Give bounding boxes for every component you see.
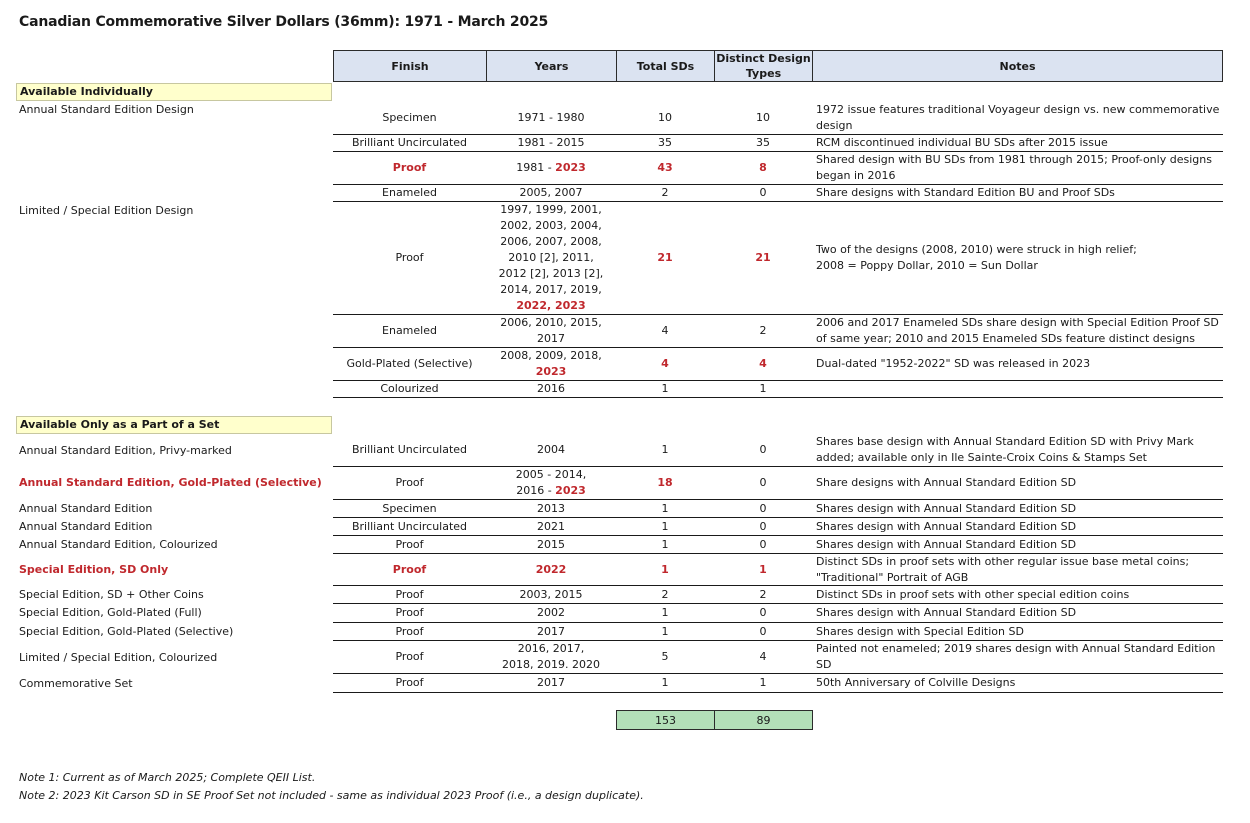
total-cell: 43 <box>657 161 673 174</box>
notes-cell: Two of the designs (2008, 2010) were struck in high relief; 2008 = Poppy Dollar, 2010 = Sun Dollar <box>816 243 1137 272</box>
notes-cell: Distinct SDs in proof sets with other special edition coins <box>816 587 1130 601</box>
finish-cell: Proof <box>395 676 424 689</box>
finish-cell: Proof <box>395 251 424 264</box>
distinct-cell: 0 <box>759 537 767 551</box>
category-label: Special Edition, Gold-Plated (Selective) <box>19 625 234 638</box>
years-cell: 2016, 2017, 2018, 2019. 2020 <box>502 642 600 671</box>
finish-cell: Proof <box>392 161 427 174</box>
notes-cell: RCM discontinued individual BU SDs after 2015 issue <box>816 136 1108 149</box>
page-title: Canadian Commemorative Silver Dollars (36mm): 1971 - March 2025 <box>19 14 549 30</box>
finish-cell: Enameled <box>382 324 437 337</box>
footnote-1: Note 1: Current as of March 2025; Complete QEII List. <box>19 771 316 784</box>
years-cell: 2006, 2010, 2015, 2017 <box>500 316 602 345</box>
category-label: Limited / Special Edition, Colourized <box>19 651 218 664</box>
notes-cell: Share designs with Standard Edition BU and Proof SDs <box>816 186 1115 199</box>
finish-cell: Proof <box>395 587 424 601</box>
distinct-cell: 4 <box>759 357 767 370</box>
distinct-cell: 0 <box>759 476 767 489</box>
table-row <box>333 500 1223 518</box>
header-notes: Notes <box>812 50 1223 82</box>
distinct-cell: 21 <box>755 251 771 264</box>
distinct-cell: 8 <box>759 161 767 174</box>
grand-total-sds: 153 <box>616 710 715 730</box>
total-cell: 1 <box>661 382 669 395</box>
table-row <box>333 348 1223 381</box>
finish-cell: Colourized <box>380 382 439 395</box>
distinct-cell: 1 <box>759 676 767 689</box>
total-cell: 18 <box>657 476 673 489</box>
table-row <box>333 604 1223 623</box>
notes-cell: 1972 issue features traditional Voyageur design vs. new commemorative design <box>816 102 1220 132</box>
header-years: Years <box>486 50 617 82</box>
finish-cell: Proof <box>395 606 424 619</box>
table-row <box>333 101 1223 135</box>
total-cell: 1 <box>661 519 669 533</box>
category-label: Annual Standard Edition <box>19 502 153 515</box>
notes-cell: Distinct SDs in proof sets with other regular issue base metal coins; "Traditional" Portrait of AGB <box>816 554 1190 584</box>
finish-cell: Brilliant Uncirculated <box>351 519 468 533</box>
years-cell <box>486 348 616 380</box>
category-label: Annual Standard Edition, Gold-Plated (Selective) <box>19 476 322 489</box>
total-cell: 4 <box>661 324 669 337</box>
years-cell: 2003, 2015 <box>519 587 583 601</box>
header-distinct: Distinct Design Types <box>714 50 813 82</box>
distinct-cell: 0 <box>759 624 767 638</box>
header-total: Total SDs <box>616 50 715 82</box>
notes-cell: Dual-dated "1952-2022" SD was released in 2023 <box>816 357 1091 370</box>
finish-cell: Proof <box>395 624 424 638</box>
table-row <box>333 152 1223 185</box>
years-text: 1981 - <box>516 161 556 174</box>
table-row <box>333 185 1223 202</box>
total-cell: 5 <box>661 650 669 663</box>
years-cell: 2021 <box>537 519 565 533</box>
total-cell: 1 <box>661 676 669 689</box>
table-row <box>333 674 1223 693</box>
table-row <box>333 623 1223 641</box>
table-row <box>333 135 1223 152</box>
distinct-cell: 0 <box>759 443 767 456</box>
years-highlight: 2022, 2023 <box>516 299 586 312</box>
distinct-cell: 0 <box>759 186 767 199</box>
category-label: Special Edition, SD Only <box>19 563 169 576</box>
table-row <box>333 536 1223 554</box>
years-cell: 1981 - 2015 <box>517 136 585 149</box>
years-cell: 2017 <box>537 624 565 638</box>
years-text: 2005 - 2014, 2016 - <box>515 468 587 497</box>
table-row <box>333 434 1223 467</box>
distinct-cell: 0 <box>759 501 767 515</box>
notes-cell: Painted not enameled; 2019 shares design with Annual Standard Edition SD <box>816 642 1216 671</box>
finish-cell: Specimen <box>382 501 437 515</box>
years-text: 1997, 1999, 2001, 2002, 2003, 2004, 2006, 2007, 2008, 2010 [2], 2011, 2012 [2], 2013 [2], 2014, 2017, 2019, <box>498 203 604 296</box>
category-label: Annual Standard Edition <box>19 520 153 533</box>
notes-cell: Shared design with BU SDs from 1981 through 2015; Proof-only designs began in 2016 <box>816 153 1212 182</box>
distinct-cell: 35 <box>756 136 770 149</box>
years-highlight: 2023 <box>535 365 567 378</box>
finish-cell: Proof <box>395 650 424 663</box>
table-row <box>333 641 1223 674</box>
finish-cell: Specimen <box>382 110 437 124</box>
distinct-cell: 2 <box>759 587 767 601</box>
total-cell: 1 <box>661 624 669 638</box>
category-label: Annual Standard Edition Design <box>19 103 194 116</box>
years-cell <box>486 467 616 499</box>
finish-cell: Gold-Plated (Selective) <box>346 357 473 370</box>
distinct-cell: 10 <box>756 110 770 124</box>
years-highlight: 2023 <box>555 484 586 497</box>
table-row <box>333 381 1223 398</box>
section-individual: Available Individually <box>16 83 332 101</box>
distinct-cell: 2 <box>759 324 767 337</box>
notes-cell: Shares design with Special Edition SD <box>816 624 1024 638</box>
total-cell: 21 <box>657 251 673 264</box>
years-cell: 2004 <box>537 443 565 456</box>
years-cell <box>486 152 616 184</box>
distinct-cell: 0 <box>759 606 767 619</box>
table-row <box>333 467 1223 500</box>
notes-cell: Share designs with Annual Standard Edition SD <box>816 476 1077 489</box>
finish-cell: Proof <box>395 537 424 551</box>
notes-cell: Shares design with Annual Standard Edition SD <box>816 606 1077 619</box>
table-row <box>333 586 1223 604</box>
distinct-cell: 1 <box>759 382 767 395</box>
distinct-cell: 4 <box>759 650 767 663</box>
years-cell: 2002 <box>537 606 565 619</box>
years-cell: 2005, 2007 <box>519 186 583 199</box>
table-row <box>333 202 1223 315</box>
years-cell: 2022 <box>535 562 567 576</box>
years-cell: 2017 <box>537 676 565 689</box>
total-cell: 1 <box>661 562 669 576</box>
finish-cell: Enameled <box>382 186 437 199</box>
header-finish: Finish <box>333 50 487 82</box>
table-row <box>333 518 1223 536</box>
category-label: Limited / Special Edition Design <box>19 204 194 217</box>
years-cell: 2015 <box>537 537 565 551</box>
notes-cell <box>816 381 1221 397</box>
notes-cell: 2006 and 2017 Enameled SDs share design with Special Edition Proof SD of same year; 2010 and 2015 Enameled SDs feature distinct designs <box>816 316 1219 345</box>
notes-cell: Shares design with Annual Standard Edition SD <box>816 519 1077 533</box>
years-cell: 2016 <box>537 382 565 395</box>
total-cell: 1 <box>661 606 669 619</box>
table-row <box>333 554 1223 586</box>
finish-cell: Proof <box>395 476 424 489</box>
category-label: Annual Standard Edition, Colourized <box>19 538 218 551</box>
finish-cell: Brilliant Uncirculated <box>351 443 468 456</box>
total-cell: 10 <box>658 110 672 124</box>
total-cell: 35 <box>658 136 672 149</box>
notes-cell: Shares design with Annual Standard Edition SD <box>816 537 1077 551</box>
years-text: 2008, 2009, 2018, <box>500 349 602 362</box>
total-cell: 1 <box>661 501 669 515</box>
years-cell: 2013 <box>537 501 565 515</box>
finish-cell: Brilliant Uncirculated <box>351 136 468 149</box>
category-label: Annual Standard Edition, Privy-marked <box>19 444 232 457</box>
total-cell: 2 <box>661 186 669 199</box>
category-label: Special Edition, Gold-Plated (Full) <box>19 606 202 619</box>
distinct-cell: 0 <box>759 519 767 533</box>
footnote-2: Note 2: 2023 Kit Carson SD in SE Proof Set not included - same as individual 2023 Proof (i.e., a design duplicate). <box>19 789 644 802</box>
category-label: Special Edition, SD + Other Coins <box>19 588 204 601</box>
table-row <box>333 315 1223 348</box>
total-cell: 1 <box>661 443 669 456</box>
distinct-cell: 1 <box>759 562 767 576</box>
notes-cell: Shares design with Annual Standard Edition SD <box>816 501 1077 515</box>
section-set: Available Only as a Part of a Set <box>16 416 332 434</box>
total-cell: 2 <box>661 587 669 601</box>
grand-total-distinct: 89 <box>714 710 813 730</box>
years-highlight: 2023 <box>555 161 586 174</box>
years-cell <box>486 202 616 314</box>
finish-cell: Proof <box>392 562 427 576</box>
total-cell: 1 <box>661 537 669 551</box>
category-label: Commemorative Set <box>19 677 133 690</box>
years-cell: 1971 - 1980 <box>517 110 585 124</box>
total-cell: 4 <box>661 357 669 370</box>
notes-cell: 50th Anniversary of Colville Designs <box>816 676 1016 689</box>
notes-cell: Shares base design with Annual Standard Edition SD with Privy Mark added; available only in Ile Sainte-Croix Coins & Stamps Set <box>816 435 1194 464</box>
